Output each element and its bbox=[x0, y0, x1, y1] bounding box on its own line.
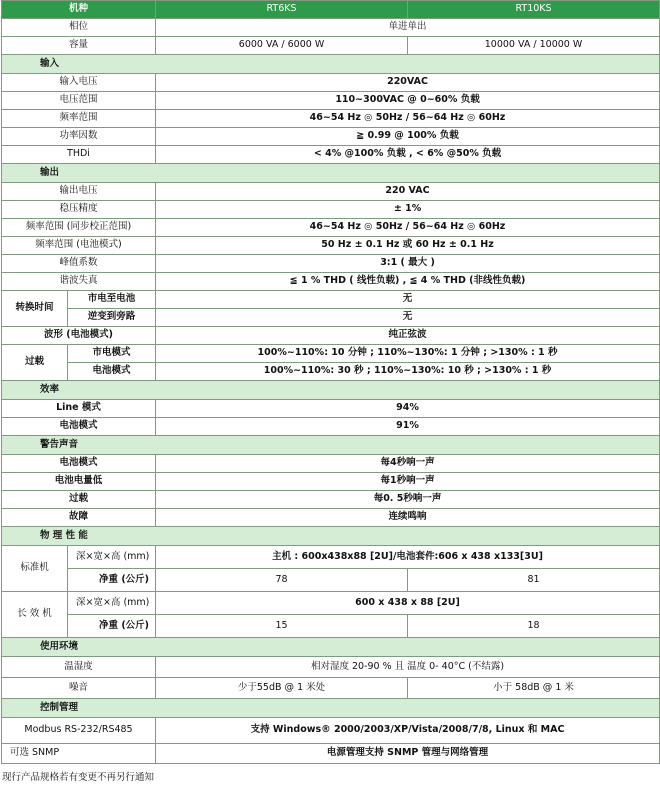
section-alarm: 警告声音 bbox=[2, 436, 660, 455]
section-efficiency: 效率 bbox=[2, 381, 660, 400]
transfer-ac-row: 转换时间 市电至电池 无 bbox=[2, 291, 660, 309]
input-thdi-row: THDi < 4% @100% 负载 , < 6% @50% 负载 bbox=[2, 146, 660, 164]
rt6ks-header: RT6KS bbox=[156, 1, 408, 19]
eff-line-row: Line 模式 94% bbox=[2, 400, 660, 418]
overload-ac-row: 过载 市电模式 100%~110%: 10 分钟 ; 110%~130%: 1 分钟 ; >130% : 1 秒 bbox=[2, 345, 660, 363]
section-input: 输入 bbox=[2, 55, 660, 74]
footnote: 现行产品规格若有变更不再另行通知 bbox=[2, 772, 155, 783]
section-output: 输出 bbox=[2, 164, 660, 183]
transfer-label: 转换时间 bbox=[2, 291, 68, 327]
snmp-row: 可选 SNMP 电源管理支持 SNMP 管理与网络管理 bbox=[2, 744, 660, 764]
transfer-bypass-row: 逆变到旁路 无 bbox=[2, 309, 660, 327]
output-voltage-row: 输出电压 220 VAC bbox=[2, 183, 660, 201]
alarm-low-row: 电池电量低 每1秒响一声 bbox=[2, 473, 660, 491]
std-weight-row: 净重 (公斤) 78 81 bbox=[2, 569, 660, 592]
output-freq-sync-row: 频率范围 (同步校正范围) 46~54 Hz ◎ 50Hz / 56~64 Hz ◎ 60Hz bbox=[2, 219, 660, 237]
rt10ks-header: RT10KS bbox=[408, 1, 660, 19]
capacity-row: 容量 6000 VA / 6000 W 10000 VA / 10000 W bbox=[2, 37, 660, 55]
alarm-fault-row: 故障 连续鸣响 bbox=[2, 509, 660, 527]
phase-row: 相位 单进单出 bbox=[2, 19, 660, 37]
input-voltage-row: 输入电压 220VAC bbox=[2, 74, 660, 92]
long-dim-row: 长 效 机 深×宽×高 (mm) 600 x 438 x 88 [2U] bbox=[2, 592, 660, 615]
section-management: 控制管理 bbox=[2, 699, 660, 718]
eff-battery-row: 电池模式 91% bbox=[2, 418, 660, 436]
std-dim-row: 标准机 深×宽×高 (mm) 主机 : 600x438x88 [2U]/电池套件:606 x 438 x133[3U] bbox=[2, 546, 660, 569]
input-pf-row: 功率因数 ≧ 0.99 @ 100% 负载 bbox=[2, 128, 660, 146]
output-regulation-row: 稳压精度 ± 1% bbox=[2, 201, 660, 219]
spec-table bbox=[1, 0, 660, 764]
header-row bbox=[2, 1, 660, 19]
output-crest-row: 峰值系数 3:1 ( 最大 ) bbox=[2, 255, 660, 273]
input-freq-row: 频率范围 46~54 Hz ◎ 50Hz / 56~64 Hz ◎ 60Hz bbox=[2, 110, 660, 128]
section-physical: 物 理 性 能 bbox=[2, 527, 660, 546]
modbus-row: Modbus RS-232/RS485 支持 Windows® 2000/2003/XP/Vista/2008/7/8, Linux 和 MAC bbox=[2, 718, 660, 744]
input-range-row: 电压范围 110~300VAC @ 0~60% 负载 bbox=[2, 92, 660, 110]
model-header: 机种 bbox=[2, 1, 156, 19]
noise-row: 噪音 少于55dB @ 1 米处 小于 58dB @ 1 米 bbox=[2, 678, 660, 699]
humidity-row: 温湿度 相对湿度 20-90 % 且 温度 0- 40°C (不结露) bbox=[2, 657, 660, 678]
section-environment: 使用环境 bbox=[2, 638, 660, 657]
output-thd-row: 谐波失真 ≦ 1 % THD ( 线性负载) , ≦ 4 % THD (非线性负载) bbox=[2, 273, 660, 291]
long-weight-row: 净重 (公斤) 15 18 bbox=[2, 615, 660, 638]
waveform-row: 波形 (电池模式) 纯正弦波 bbox=[2, 327, 660, 345]
overload-batt-row: 电池模式 100%~110%: 30 秒 ; 110%~130%: 10 秒 ; >130% : 1 秒 bbox=[2, 363, 660, 381]
overload-label: 过载 bbox=[2, 345, 68, 381]
alarm-overload-row: 过载 每0. 5秒响一声 bbox=[2, 491, 660, 509]
output-freq-batt-row: 频率范围 (电池模式) 50 Hz ± 0.1 Hz 或 60 Hz ± 0.1 Hz bbox=[2, 237, 660, 255]
alarm-battery-row: 电池模式 每4秒响一声 bbox=[2, 455, 660, 473]
